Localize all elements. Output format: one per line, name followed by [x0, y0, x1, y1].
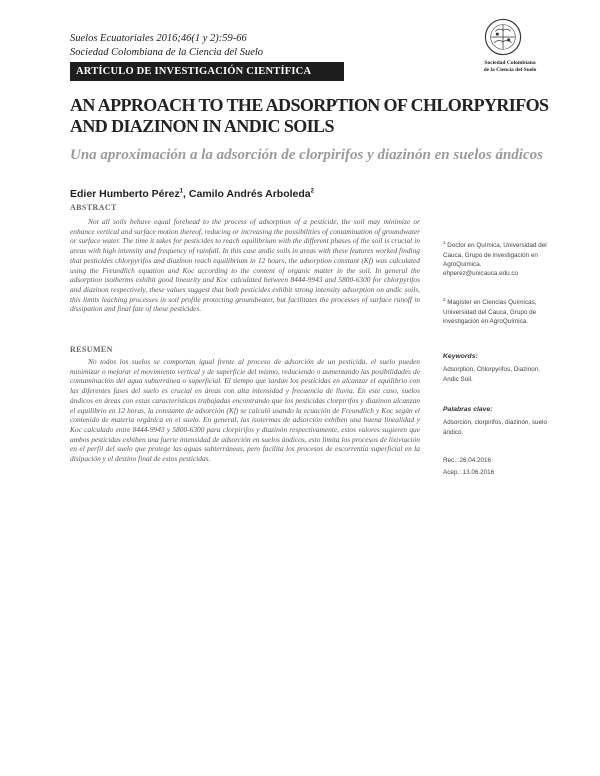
- received-date: Rec.: 26.04.2016: [443, 457, 491, 464]
- author-2-sup: 2: [310, 188, 314, 195]
- resumen-text: No todos los suelos se comportan igual frente al proceso de adsorción de un pesticida, el suelo pueden minimizar o mejorar el movimiento vertical y de superficie del mismo, reduciendo o aumentando las posibilidades de contaminación del agua subterránea o superficial. El tiempo que tardan los pesticidas en alcanzar el equilibrio con las diferentes fases del suelo es crucial en áreas con alta intensidad y frecuencia de lluvia. En este caso, suelos ándicos en áreas con estas características trabajadas encontrando que los pesticidas clorpirifos y diazinon alcanzan el equilibrio en 12 horas, la constante de adsorción (Kf) se calculó usando la ecuación de Freundlich y Koc según el contenido de materia orgánica en el suelo. En general, las isotermas de adsorción exhiben una buena linealidad y Koc calculado entre 8444-9943 y 5800-6300 para clorpirifos y diazinón respectivamente, estos valores sugieren que ambos pesticidas exhiben una fuerte intensidad de adsorción en suelos ándicos, esto limita los procesos de lixiviación en el perfil del suelo que protege las aguas subterráneas, pero facilita los procesos de escorrentía superficial en la disipación y el destino final de estos pesticidas.: [70, 357, 420, 464]
- palabras-clave-block: [443, 405, 553, 437]
- abstract-text: Not all soils behave equal forehead to the process of adsorption of a pesticide, the soil may minimize or enhance vertical and surface motion thereof, reducing or increasing the possibilities of contamination of groundwater or surface water. The time it takes for pesticides to reach equilibrium with the different phases of the soil is crucial in areas with high intensity and frequency of rainfall. In this case andic soils in areas with these features worked finding that pesticides chlorpyrifos and diazinon reach equilibrium in 12 hours, the adsorption constant (Kf) was calculated using the Freundlich equation and Koc according to the content of organic matter in the soil. In general the adsorption isotherms exhibit good linearity and Koc calculated between 8444-9943 and 5800-6300 for chlorpyrifos and diazinon respectively, these values suggest that both pesticides exhibit strong intensity adsorption on andic soils, this limits leaching processes in soil profile protecting groundwater, but facilitates the processes of surface runoff in dissipation and final fate of these pesticides.: [70, 217, 420, 314]
- keywords-label: Keywords:: [443, 353, 478, 360]
- affiliation-1-sup: 1: [443, 240, 446, 245]
- author-1: Edier Humberto Pérez: [70, 188, 180, 200]
- resumen-heading: RESUMEN: [70, 345, 113, 354]
- keywords-block: [443, 352, 553, 384]
- title-line-1: AN APPROACH TO THE ADSORPTION OF CHLORPYRIFOS: [70, 95, 549, 115]
- article-title: [70, 95, 560, 137]
- palabras-clave-label: Palabras clave:: [443, 406, 493, 413]
- keywords-text: Adsorption, Chlorpyrifos, Diazinon, Andic Soil.: [443, 366, 540, 383]
- abstract-heading: ABSTRACT: [70, 203, 117, 212]
- affiliation-2: [443, 295, 553, 326]
- society-name: [470, 60, 550, 74]
- title-line-2: AND DIAZINON IN ANDIC SOILS: [70, 116, 334, 136]
- society-name-line-2: de la Ciencia del Suelo: [483, 67, 537, 73]
- society-emblem-icon: [484, 18, 522, 56]
- society-name-line-1: Sociedad Colombiana: [484, 60, 536, 66]
- accepted-date: Acep.: 13.06.2016: [443, 469, 495, 477]
- journal-line-1: Suelos Ecuatoriales 2016;46(1 y 2):59-66: [70, 33, 247, 44]
- affiliation-1: [443, 238, 553, 279]
- author-list: [70, 188, 314, 200]
- journal-citation: [70, 32, 263, 59]
- author-1-sup: 1: [179, 188, 184, 195]
- affiliation-1-email[interactable]: ehperez@unicauca.edu.co: [443, 270, 519, 278]
- author-separator: ,: [183, 188, 189, 200]
- dates-block: [443, 456, 553, 478]
- author-2: Camilo Andrés Arboleda: [188, 188, 311, 200]
- article-type-banner: ARTÍCULO DE INVESTIGACIÓN CIENTÍFICA: [70, 62, 344, 81]
- affiliation-1-text: Doctor en Química, Universidad del Cauca, Grupo de investigación en AgroQuímica.: [443, 242, 547, 268]
- journal-line-2: Sociedad Colombiana de la Ciencia del Suelo: [70, 46, 264, 58]
- article-subtitle: Una aproximación a la adsorción de clorpirifos y diazinón en suelos ándicos: [70, 147, 543, 163]
- affiliation-2-sup: 2: [443, 297, 446, 302]
- palabras-clave-text: Adsorción, clorpirifos, diazinón, suelo ándico.: [443, 419, 547, 436]
- affiliation-2-text: Magíster en Ciencias Químicas, Universidad del Cauca, Grupo de investigación en AgroQuímica.: [443, 299, 537, 325]
